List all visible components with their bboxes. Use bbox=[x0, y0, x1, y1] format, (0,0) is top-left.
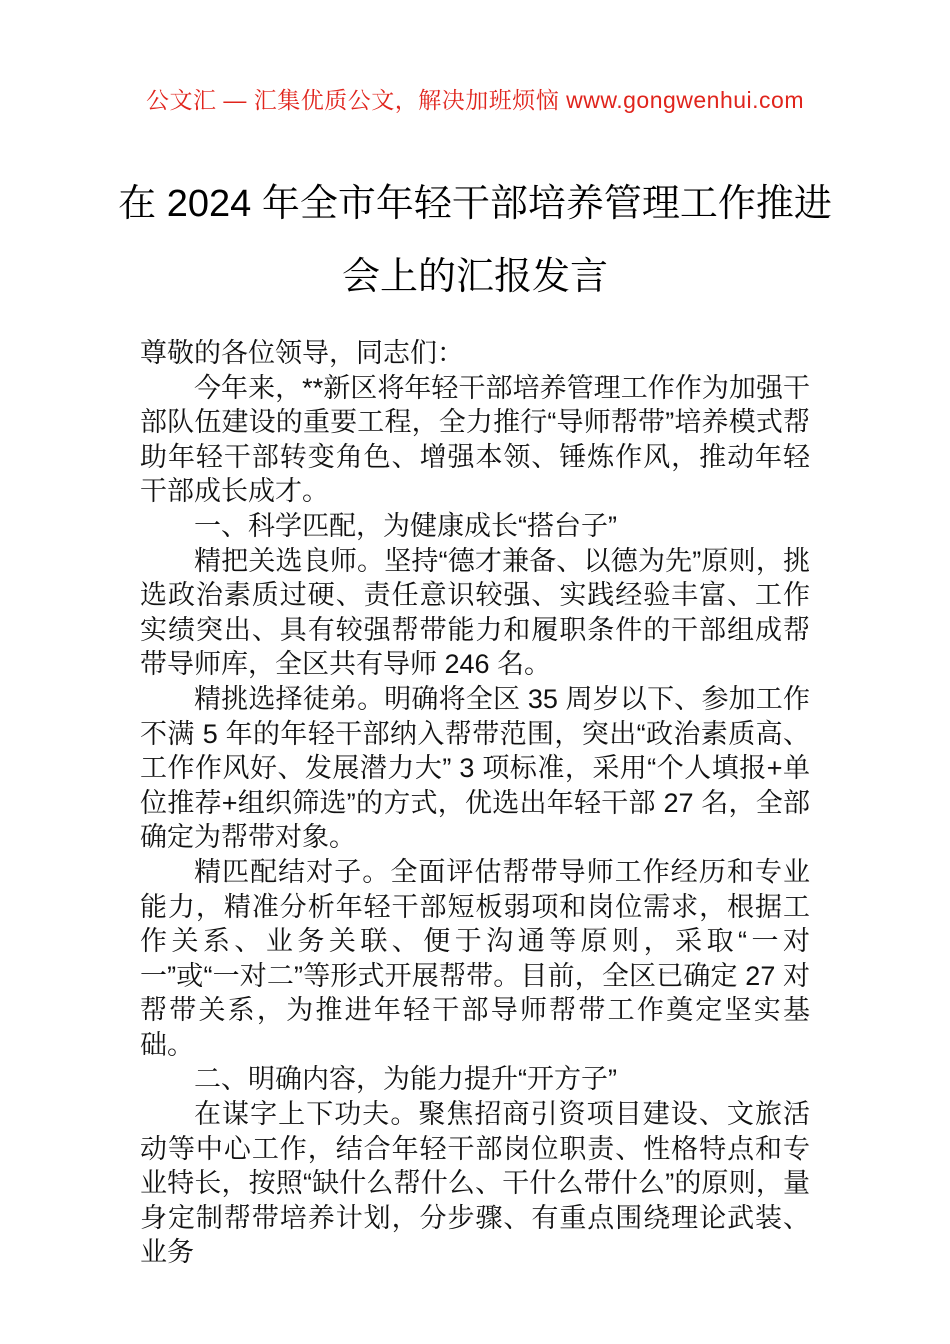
section-heading-1: 一、科学匹配，为健康成长“搭台子” bbox=[194, 510, 617, 541]
paragraph-select-mentors: 精把关选良师。坚持“德才兼备、以德为先”原则，挑选政治素质过硬、责任意识较强、实践经验丰富、工作实绩突出、具有较强帮带能力和履职条件的干部组成帮带导师库，全区共有导师 246 名。 bbox=[140, 545, 810, 680]
document-title-line-1: 在 2024 年全市年轻干部培养管理工作推进 bbox=[118, 183, 832, 225]
document-title-line-2: 会上的汇报发言 bbox=[341, 256, 608, 298]
paragraph-content-plan: 在谋字上下功夫。聚焦招商引资项目建设、文旅活动等中心工作，结合年轻干部岗位职责、性格特点和专业特长，按照“缺什么帮什么、干什么带什么”的原则，量身定制帮带培养计划，分步骤、有重点围绕理论武装、业务 bbox=[140, 1099, 810, 1268]
paragraph-intro: 今年来，**新区将年轻干部培养管理工作作为加强干部队伍建设的重要工程，全力推行“导师帮带”培养模式帮助年轻干部转变角色、增强本领、锤炼作风，推动年轻干部成长成才。 bbox=[140, 372, 810, 507]
section-heading-2: 二、明确内容，为能力提升“开方子” bbox=[194, 1064, 617, 1095]
document-body bbox=[140, 336, 810, 1270]
paragraph-pairing: 精匹配结对子。全面评估帮带导师工作经历和专业能力，精准分析年轻干部短板弱项和岗位需求，根据工作关系、业务关联、便于沟通等原则，采取“一对一”或“一对二”等形式开展帮带。目前，全区已确定 27 对帮带关系，为推进年轻干部导师帮带工作奠定坚实基础。 bbox=[140, 856, 810, 1060]
document-title bbox=[0, 168, 950, 314]
salutation-line: 尊敬的各位领导，同志们： bbox=[140, 338, 464, 368]
site-watermark-text: 公文汇 — 汇集优质公文，解决加班烦恼 www.gongwenhui.com bbox=[145, 87, 804, 113]
paragraph-select-apprentices: 精挑选择徒弟。明确将全区 35 周岁以下、参加工作不满 5 年的年轻干部纳入帮带范围，突出“政治素质高、工作作风好、发展潜力大” 3 项标准，采用“个人填报+单位推荐+组织筛选”的方式，优选出年轻干部 27 名，全部确定为帮带对象。 bbox=[140, 683, 810, 853]
